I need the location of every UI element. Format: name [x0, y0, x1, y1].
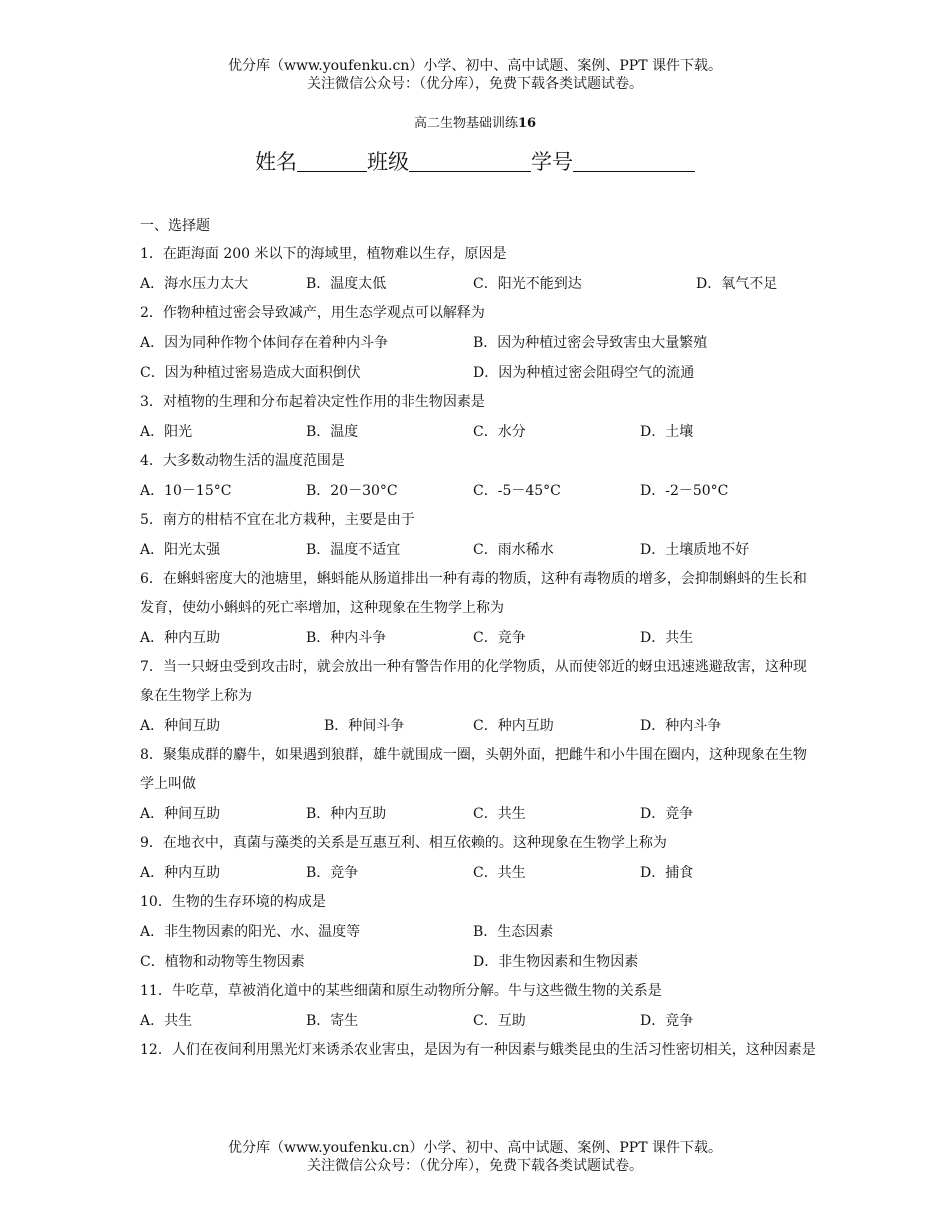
question-10-stem: 10．生物的生存环境的构成是 [140, 894, 326, 910]
student-id-field[interactable] [573, 151, 695, 172]
question-3-stem: 3．对植物的生理和分布起着决定性作用的非生物因素是 [140, 394, 485, 410]
question-2-stem: 2．作物种植过密会导致减产，用生态学观点可以解释为 [140, 305, 485, 321]
option-c: C．植物和动物等生物因素 [140, 954, 305, 970]
option-d: D．非生物因素和生物因素 [473, 954, 639, 970]
option-a: A．因为同种作物个体间存在着种内斗争 [140, 335, 389, 351]
option-a: A．种间互助 [140, 718, 221, 734]
option-c: C．因为种植过密易造成大面积倒伏 [140, 365, 361, 381]
option-a: A．10－15°C [140, 483, 232, 499]
option-b: B．温度太低 [306, 276, 387, 292]
question-8-options [140, 799, 820, 829]
option-a: A．共生 [140, 1013, 193, 1029]
option-d: D．种内斗争 [640, 718, 722, 734]
header-line-1: 优分库（www.youfenku.cn）小学、初中、高中试题、案例、PPT 课件下载。 [227, 58, 722, 74]
option-d: D．共生 [640, 630, 694, 646]
document-title [0, 112, 950, 131]
option-c: C．阳光不能到达 [473, 276, 582, 292]
footer-line-2: 关注微信公众号：（优分库），免费下载各类试题试卷。 [307, 1158, 643, 1174]
option-c: C．共生 [473, 865, 526, 881]
option-b: B．因为种植过密会导致害虫大量繁殖 [473, 335, 708, 351]
option-a: A．海水压力太大 [140, 276, 249, 292]
question-12-stem: 12．人们在夜间利用黑光灯来诱杀农业害虫，是因为有一种因素与蛾类昆虫的生活习性密切相关，这种因素是 [140, 1042, 816, 1058]
question-1-stem: 1．在距海面 200 米以下的海域里，植物难以生存，原因是 [140, 246, 507, 262]
question-10-options-row-2 [140, 947, 820, 977]
question-6-options [140, 623, 820, 653]
option-a: A．种内互助 [140, 865, 221, 881]
question-5-stem: 5．南方的柑桔不宜在北方栽种，主要是由于 [140, 512, 415, 528]
option-d: D．捕食 [640, 865, 694, 881]
question-5-options [140, 535, 820, 565]
option-c: C．种内互助 [473, 718, 554, 734]
option-b: B．竞争 [306, 865, 359, 881]
question-11-options [140, 1006, 820, 1036]
question-11-stem: 11．牛吃草，草被消化道中的某些细菌和原生动物所分解。牛与这些微生物的关系是 [140, 983, 662, 999]
option-b: B．温度不适宜 [306, 542, 401, 558]
option-b: B．种内互助 [306, 806, 387, 822]
class-field[interactable] [409, 151, 531, 172]
option-c: C．-5－45°C [473, 483, 561, 499]
question-4-stem: 4．大多数动物生活的温度范围是 [140, 453, 345, 469]
option-d: D．竞争 [640, 806, 694, 822]
option-b: B．寄生 [306, 1013, 359, 1029]
footer-line-1: 优分库（www.youfenku.cn）小学、初中、高中试题、案例、PPT 课件下载。 [227, 1140, 722, 1156]
option-a: A．阳光太强 [140, 542, 221, 558]
option-a: A．种内互助 [140, 630, 221, 646]
section-heading: 一、选择题 [140, 218, 210, 234]
option-a: A．非生物因素的阳光、水、温度等 [140, 924, 361, 940]
question-9-stem: 9．在地衣中，真菌与藻类的关系是互惠互利、相互依赖的。这种现象在生物学上称为 [140, 835, 667, 851]
option-c: C．共生 [473, 806, 526, 822]
option-d: D．竞争 [640, 1013, 694, 1029]
option-b: B．温度 [306, 424, 359, 440]
option-c: C．竞争 [473, 630, 526, 646]
option-b: B．生态因素 [473, 924, 554, 940]
question-list [140, 240, 820, 1065]
id-label: 学号 [531, 150, 573, 174]
option-b: B．20－30°C [306, 483, 398, 499]
document-title-text: 高二生物基础训练 [413, 116, 518, 131]
question-10-options-row-1 [140, 917, 820, 947]
option-d: D．-2－50°C [640, 483, 729, 499]
name-label: 姓名 [255, 150, 297, 174]
class-label: 班级 [367, 150, 409, 174]
question-3-options [140, 417, 820, 447]
document-title-number: 16 [517, 116, 537, 131]
option-d: D．土壤 [640, 424, 694, 440]
question-8-stem: 8．聚集成群的麝牛，如果遇到狼群，雄牛就围成一圈，头朝外面，把雌牛和小牛围在圈内，这种现象在生物学上叫做 [140, 747, 807, 792]
question-2-options-row-2 [140, 358, 820, 388]
option-d: D．氧气不足 [696, 276, 778, 292]
question-6-stem: 6．在蝌蚪密度大的池塘里，蝌蚪能从肠道排出一种有毒的物质，这种有毒物质的增多，会抑制蝌蚪的生长和发育，使幼小蝌蚪的死亡率增加，这种现象在生物学上称为 [140, 571, 807, 616]
student-info-line [0, 146, 950, 176]
header-line-2: 关注微信公众号：（优分库），免费下载各类试题试卷。 [307, 76, 643, 92]
question-4-options [140, 476, 820, 506]
option-c: C．雨水稀水 [473, 542, 554, 558]
option-c: C．水分 [473, 424, 526, 440]
question-2-options-row-1 [140, 328, 820, 358]
option-a: A．种间互助 [140, 806, 221, 822]
option-b: B．种内斗争 [306, 630, 387, 646]
option-a: A．阳光 [140, 424, 193, 440]
question-9-options [140, 858, 820, 888]
question-1-options [140, 269, 820, 299]
option-d: D．土壤质地不好 [640, 542, 750, 558]
name-field[interactable] [297, 151, 367, 172]
option-d: D．因为种植过密会阻碍空气的流通 [473, 365, 695, 381]
option-c: C．互助 [473, 1013, 526, 1029]
question-7-options [140, 711, 820, 741]
option-b: B．种间斗争 [324, 718, 405, 734]
question-7-stem: 7．当一只蚜虫受到攻击时，就会放出一种有警告作用的化学物质，从而使邻近的蚜虫迅速逃避敌害，这种现象在生物学上称为 [140, 659, 807, 704]
